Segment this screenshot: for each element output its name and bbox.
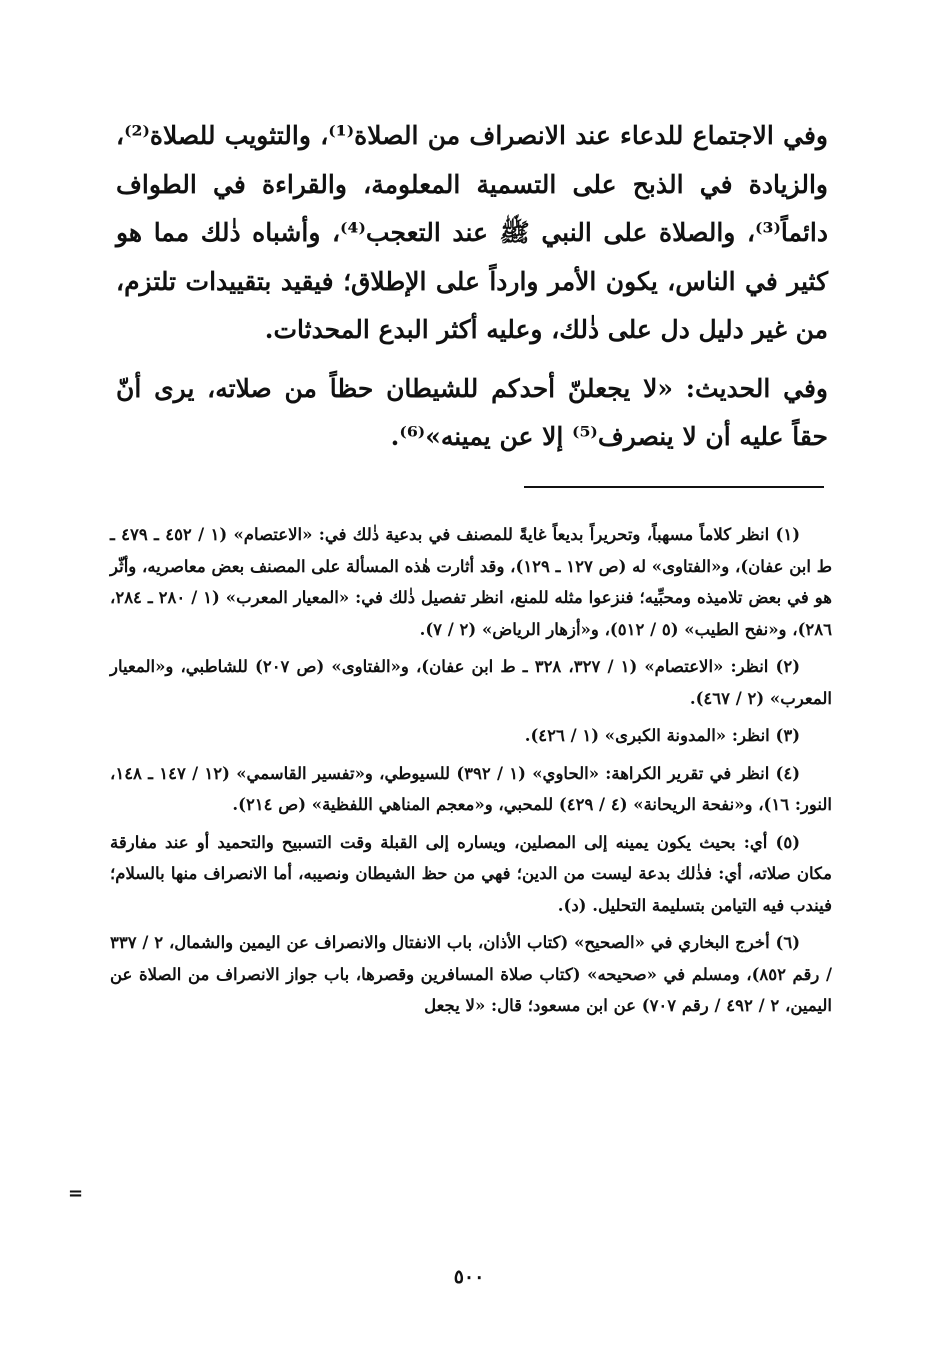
page-number: ٥٠٠ (453, 1266, 485, 1288)
main-paragraph-2: وفي الحديث: «لا يجعلنّ أحدكم للشيطان حظاً من صلاته، يرى أنّ حقاً عليه أن لا ينصرف⁽⁵⁾ إلا عن يمينه»⁽⁶⁾. (116, 373, 828, 451)
footnote-2: (٢) انظر: «الاعتصام» (١ / ٣٢٧، ٣٢٨ ـ ط ابن عفان)، و«الفتاوى» (ص ٢٠٧) للشاطبي، و«المعيار المعرب» (٢ / ٤٦٧). (110, 657, 832, 708)
footnote-separator-rule (524, 486, 824, 488)
main-paragraph-1: وفي الاجتماع للدعاء عند الانصراف من الصلاة⁽¹⁾، والتثويب للصلاة⁽²⁾، والزيادة في الذبح على التسمية المعلومة، والقراءة في الطواف دائماً⁽³⁾، والصلاة على النبي ﷺ عند التعجب⁽⁴⁾، وأشباه ذٰلك مما هو كثير في الناس، يكون الأمر وارداً على الإطلاق؛ فيقيد بتقييدات تلتزم، من غير دليل دل على ذٰلك، وعليه أكثر البدع المحدثات. (116, 121, 829, 344)
footnote-5: (٥) أي: بحيث يكون يمينه إلى المصلين، ويساره إلى القبلة وقت التسبيح والتحميد أو عند مفارقة مكان صلاته، أي: فذٰلك بدعة ليست من الدين؛ فهي من حظ الشيطان ونصيبه، أما الانصراف منها بالسلام؛ فيندب فيه التيامن بتسليمة التحليل. (د). (110, 832, 832, 915)
main-body-text (116, 112, 828, 472)
footnote-3: (٣) انظر: «المدونة الكبرى» (١ / ٤٢٦). (524, 726, 800, 745)
footnotes-section (110, 519, 832, 1028)
footnote-4: (٤) انظر في تقرير الكراهة: «الحاوي» (١ / ٣٩٢) للسيوطي، و«تفسير القاسمي» (١٢ / ١٤٧ ـ ١٤٨، النور: ١٦)، و«نفحة الريحانة» (٤ / ٤٢٩) للمحبي، و«معجم المناهي اللفظية» (ص ٢١٤). (110, 763, 832, 814)
footnote-1: (١) انظر كلاماً مسهباً، وتحريراً بديعاً غايةً للمصنف في بدعية ذٰلك في: «الاعتصام» (١ / ٤٥٢ ـ ٤٧٩ ـ ط ابن عفان)، و«الفتاوى» له (ص ١٢٧ ـ ١٢٩)، وقد أثارت هٰذه المسألة على المصنف بعض معاصريه، وأثّر هو في بعض تلاميذه ومحبِّيه؛ فنزعوا مثله للمنع، انظر تفصيل ذٰلك في: «المعيار المعرب» (١ / ٢٨٠ ـ ٢٨٤، ٢٨٦)، و«نفح الطيب» (٥ / ٥١٢)، و«أزهار الرياض» (٢ / ٧). (110, 525, 832, 639)
continuation-mark: = (68, 1183, 84, 1204)
footnote-6: (٦) أخرج البخاري في «الصحيح» (كتاب الأذان، باب الانفتال والانصراف عن اليمين والشمال، ٢ / ٣٣٧ / رقم ٨٥٢)، ومسلم في «صحيحه» (كتاب صلاة المسافرين وقصرها، باب جواز الانصراف من الصلاة عن اليمين، ٢ / ٤٩٢ / رقم ٧٠٧) عن ابن مسعود؛ قال: «لا يجعل (110, 933, 832, 1015)
